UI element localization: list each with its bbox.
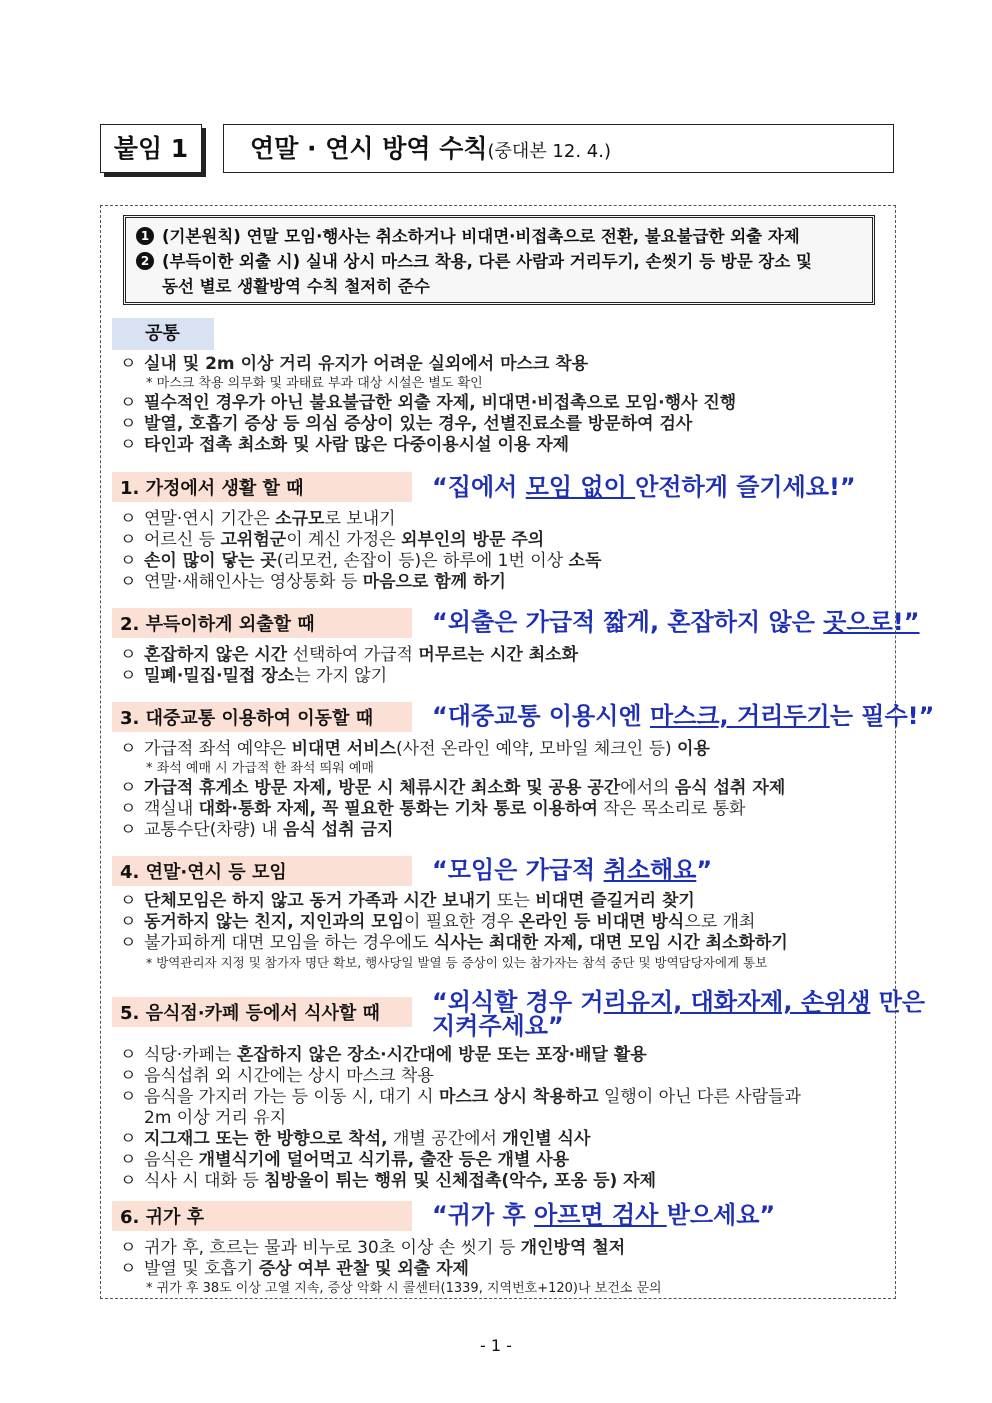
principle-2-continued: 동선 별로 생활방역 수칙 철저히 준수: [162, 277, 430, 296]
document-title: 연말 · 연시 방역 수칙: [250, 134, 488, 163]
bullet: ㅇ: [120, 1238, 137, 1258]
list-item: ㅇ 어르신 등 고위험군이 계신 가정은 외부인의 방문 주의: [120, 530, 545, 550]
list-item: ㅇ 손이 많이 닿는 곳(리모컨, 손잡이 등)은 하루에 1번 이상 소독: [120, 551, 602, 571]
list-item: ㅇ 지그재그 또는 한 방향으로 착석, 개별 공간에서 개인별 식사: [120, 1129, 591, 1149]
section-1-heading: 1. 가정에서 생활 할 때: [112, 472, 412, 502]
section-1-list: [120, 509, 890, 593]
section-2-list: [120, 645, 890, 687]
bullet: ㅇ: [120, 435, 137, 455]
document-title-box: [223, 124, 894, 173]
section-5-heading: 5. 음식점·카페 등에서 식사할 때: [112, 997, 412, 1027]
bullet: ㅇ: [120, 933, 137, 953]
list-item: ㅇ 식사 시 대화 등 침방울이 튀는 행위 및 신체접촉(악수, 포옹 등) 자제: [120, 1171, 657, 1191]
list-item: ㅇ 가급적 좌석 예약은 비대면 서비스(사전 온라인 예약, 모바일 체크인 등) 이용: [120, 739, 710, 759]
bullet: ㅇ: [120, 1129, 137, 1149]
footnote: * 좌석 예매 시 가급적 한 좌석 띄워 예매: [146, 761, 374, 776]
list-item: ㅇ 실내 및 2m 이상 거리 유지가 어려운 실외에서 마스크 착용: [120, 354, 589, 374]
list-item: ㅇ 불가피하게 대면 모임을 하는 경우에도 식사는 최대한 자제, 대면 모임 시간 최소화하기: [120, 933, 788, 953]
bullet: ㅇ: [120, 572, 137, 592]
bullet: ㅇ: [120, 1171, 137, 1191]
principle-1: [136, 224, 862, 249]
bullet: ㅇ: [120, 1087, 137, 1107]
number-badge-1: 1: [136, 227, 154, 245]
bullet: ㅇ: [120, 820, 137, 840]
list-item: ㅇ 동거하지 않는 친지, 지인과의 모임이 필요한 경우 온라인 등 비대면 방식으로 개최: [120, 912, 756, 932]
list-item-continued: 2m 이상 거리 유지: [144, 1108, 287, 1128]
bullet: ㅇ: [120, 509, 137, 529]
list-item: ㅇ 발열, 호흡기 증상 등 의심 증상이 있는 경우, 선별진료소를 방문하여 검사: [120, 414, 693, 434]
bullet: ㅇ: [120, 666, 137, 686]
list-item: ㅇ 음식을 가지러 가는 등 이동 시, 대기 시 마스크 상시 착용하고 일행이 아닌 다른 사람들과: [120, 1087, 801, 1107]
bullet: ㅇ: [120, 354, 137, 374]
footnote: * 마스크 착용 의무화 및 과태료 부과 대상 시설은 별도 확인: [146, 376, 483, 391]
list-item: ㅇ 식당·카페는 혼잡하지 않은 장소·시간대에 방문 또는 포장·배달 활용: [120, 1045, 647, 1065]
section-1-slogan: “집에서 모임 없이 안전하게 즐기세요!”: [432, 473, 856, 501]
list-item: ㅇ 발열 및 호흡기 증상 여부 관찰 및 외출 자제: [120, 1259, 469, 1279]
bullet: ㅇ: [120, 778, 137, 798]
bullet: ㅇ: [120, 1045, 137, 1065]
section-3-list: [120, 739, 890, 841]
footnote: * 방역관리자 지정 및 참가자 명단 확보, 행사당일 발열 등 증상이 있는 참가자는 참석 중단 및 방역담당자에게 통보: [146, 955, 768, 970]
section-4-list: [120, 891, 890, 972]
section-4-slogan: “모임은 가급적 취소해요”: [432, 856, 713, 884]
bullet: ㅇ: [120, 645, 137, 665]
list-item: ㅇ 혼잡하지 않은 시간 선택하여 가급적 머무르는 시간 최소화: [120, 645, 579, 665]
number-badge-2: 2: [136, 252, 154, 270]
common-section-label: 공통: [112, 318, 214, 350]
attachment-tag: 붙임 1: [100, 124, 202, 173]
bullet: ㅇ: [120, 393, 137, 413]
bullet: ㅇ: [120, 1066, 137, 1086]
list-item: ㅇ 단체모임은 하지 않고 동거 가족과 시간 보내기 또는 비대면 즐길거리 찾기: [120, 891, 695, 911]
section-2-slogan: “외출은 가급적 짧게, 혼잡하지 않은 곳으로!”: [432, 608, 920, 636]
bullet: ㅇ: [120, 551, 137, 571]
list-item: ㅇ 연말·연시 기간은 소규모로 보내기: [120, 509, 396, 529]
section-2-heading: 2. 부득이하게 외출할 때: [112, 608, 412, 638]
bullet: ㅇ: [120, 739, 137, 759]
list-item: ㅇ 객실내 대화·통화 자제, 꼭 필요한 통화는 기차 통로 이용하여 작은 목소리로 통화: [120, 799, 746, 819]
section-3-slogan: “대중교통 이용시엔 마스크, 거리두기는 필수!”: [432, 702, 935, 730]
list-item: ㅇ 타인과 접촉 최소화 및 사람 많은 다중이용시설 이용 자제: [120, 435, 570, 455]
section-5-slogan: “외식할 경우 거리유지, 대화자제, 손위생 만은 지켜주세요”: [432, 988, 926, 1040]
bullet: ㅇ: [120, 530, 137, 550]
common-list: [120, 354, 890, 456]
bullet: ㅇ: [120, 799, 137, 819]
list-item: ㅇ 귀가 후, 흐르는 물과 비누로 30초 이상 손 씻기 등 개인방역 철저: [120, 1238, 626, 1258]
section-4-heading: 4. 연말·연시 등 모임: [112, 856, 412, 886]
list-item: ㅇ 연말·새해인사는 영상통화 등 마음으로 함께 하기: [120, 572, 506, 592]
list-item: ㅇ 음식섭취 외 시간에는 상시 마스크 착용: [120, 1066, 434, 1086]
section-6-heading: 6. 귀가 후: [112, 1201, 412, 1231]
list-item: ㅇ 밀폐·밀집·밀접 장소는 가지 않기: [120, 666, 388, 686]
page-number: - 1 -: [480, 1336, 512, 1355]
list-item: ㅇ 필수적인 경우가 아닌 불요불급한 외출 자제, 비대면·비접촉으로 모임·행사 진행: [120, 393, 737, 413]
bullet: ㅇ: [120, 1150, 137, 1170]
section-6-list: [120, 1238, 890, 1298]
bullet: ㅇ: [120, 891, 137, 911]
list-item: ㅇ 교통수단(차량) 내 음식 섭취 금지: [120, 820, 394, 840]
principle-1-text: (기본원칙) 연말 모임·행사는 취소하거나 비대면·비접촉으로 전환, 불요불급한 외출 자제: [162, 227, 800, 246]
section-3-heading: 3. 대중교통 이용하여 이동할 때: [112, 702, 412, 732]
bullet: ㅇ: [120, 414, 137, 434]
section-5-list: [120, 1045, 890, 1192]
principles-box: [123, 215, 875, 305]
footnote: * 귀가 후 38도 이상 고열 지속, 증상 악화 시 콜센터(1339, 지역번호+120)나 보건소 문의: [146, 1281, 662, 1296]
principle-2: [136, 249, 862, 274]
section-6-slogan: “귀가 후 아프면 검사 받으세요”: [432, 1201, 776, 1229]
list-item: ㅇ 가급적 휴게소 방문 자제, 방문 시 체류시간 최소화 및 공용 공간에서의 음식 섭취 자제: [120, 778, 786, 798]
principle-2-text: (부득이한 외출 시) 실내 상시 마스크 착용, 다른 사람과 거리두기, 손씻기 등 방문 장소 및: [162, 252, 812, 271]
bullet: ㅇ: [120, 1259, 137, 1279]
bullet: ㅇ: [120, 912, 137, 932]
document-subtitle: (중대본 12. 4.): [487, 141, 611, 162]
list-item: ㅇ 음식은 개별식기에 덜어먹고 식기류, 출잔 등은 개별 사용: [120, 1150, 570, 1170]
